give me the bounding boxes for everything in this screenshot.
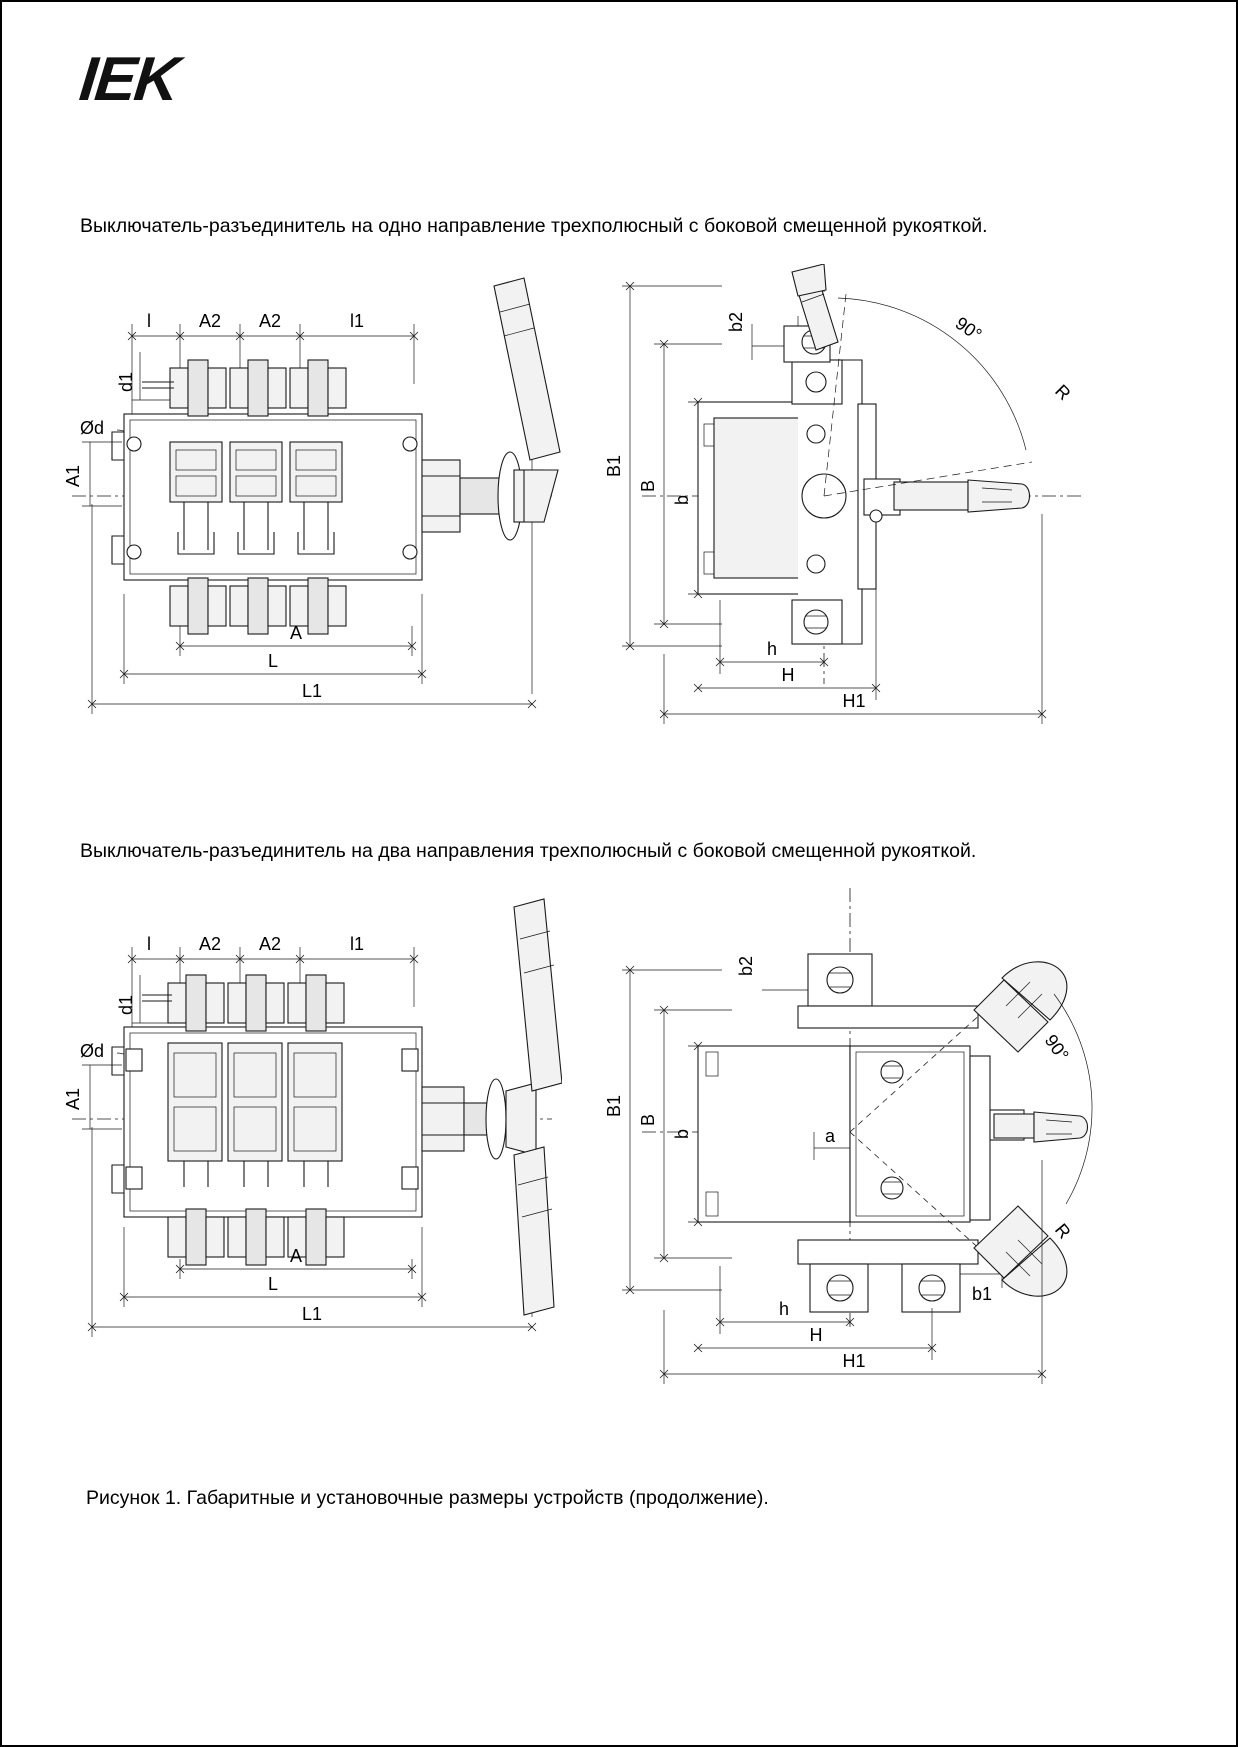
svg-text:l1: l1	[349, 934, 365, 954]
svg-text:Ød: Ød	[80, 418, 105, 438]
svg-text:L: L	[267, 651, 279, 671]
svg-text:b2: b2	[726, 311, 746, 333]
svg-text:A2: A2	[258, 934, 282, 954]
svg-text:A: A	[289, 1246, 303, 1266]
svg-text:A1: A1	[63, 1087, 83, 1111]
svg-text:l1: l1	[349, 311, 365, 331]
figure-2-front-view	[62, 887, 562, 1357]
svg-text:b: b	[672, 1128, 692, 1140]
figure-caption: Рисунок 1. Габаритные и установочные размеры устройств (продолжение).	[86, 1487, 769, 1509]
svg-text:H1: H1	[842, 691, 866, 711]
brand-logo: IEK	[76, 45, 181, 114]
svg-text:B: B	[638, 479, 658, 493]
svg-text:d1: d1	[116, 371, 136, 393]
svg-text:Ød: Ød	[80, 1041, 105, 1061]
svg-text:A: A	[289, 623, 303, 643]
svg-text:B: B	[638, 1113, 658, 1127]
svg-text:b2: b2	[736, 955, 756, 977]
svg-text:l: l	[147, 311, 151, 331]
svg-text:L: L	[267, 1274, 279, 1294]
svg-text:B1: B1	[604, 454, 624, 478]
svg-text:h: h	[778, 1299, 790, 1319]
svg-text:A1: A1	[63, 464, 83, 488]
figure-1-side-view	[602, 264, 1102, 734]
svg-text:90°: 90°	[951, 312, 986, 345]
svg-text:l: l	[147, 934, 151, 954]
svg-text:R: R	[1051, 380, 1075, 405]
svg-text:d1: d1	[116, 994, 136, 1016]
svg-text:H: H	[809, 1325, 823, 1345]
figure-2-side-view	[602, 870, 1102, 1400]
svg-text:h: h	[766, 639, 778, 659]
svg-text:A2: A2	[198, 934, 222, 954]
svg-text:L1: L1	[301, 1304, 323, 1324]
section-caption-two-directions: Выключатель-разъединитель на два направления трехполюсный с боковой смещенной рукояткой.	[80, 840, 977, 862]
svg-text:b: b	[672, 494, 692, 506]
figure-1-front-view	[62, 264, 562, 734]
svg-text:a: a	[824, 1126, 836, 1146]
svg-text:A2: A2	[258, 311, 282, 331]
svg-text:H: H	[781, 665, 795, 685]
svg-text:90°: 90°	[1040, 1030, 1073, 1065]
svg-text:L1: L1	[301, 681, 323, 701]
svg-text:R: R	[1050, 1219, 1075, 1243]
svg-text:H1: H1	[842, 1351, 866, 1371]
section-caption-one-direction: Выключатель-разъединитель на одно направление трехполюсный с боковой смещенной рукояткой.	[80, 215, 988, 237]
svg-text:B1: B1	[604, 1094, 624, 1118]
svg-text:b1: b1	[971, 1284, 993, 1304]
svg-text:A2: A2	[198, 311, 222, 331]
